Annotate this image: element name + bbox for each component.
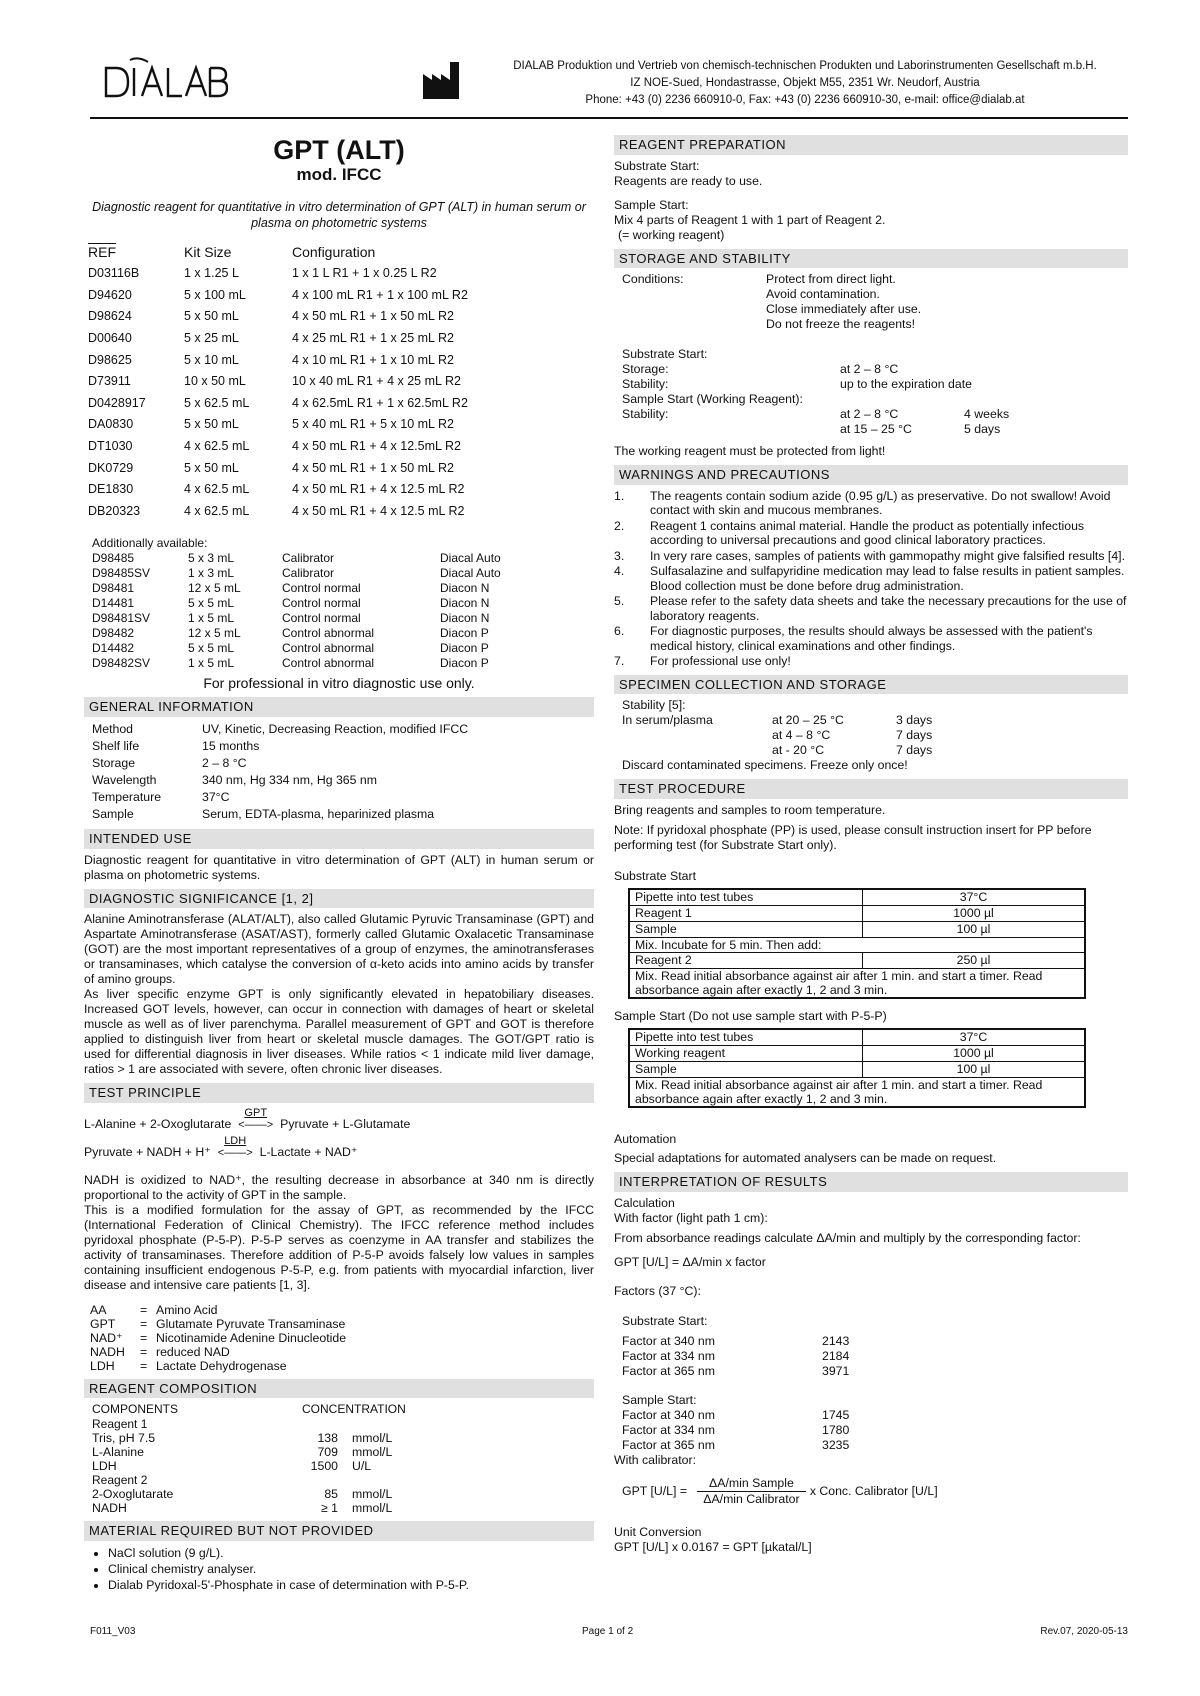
left-column [84,127,594,1593]
intended-text: Diagnostic reagent for quantitative in vitro determination of GPT (ALT) in human serum or plasma on photometric systems. [84,852,594,882]
abbrev-row [90,1331,346,1345]
warning-number: 3. [614,548,625,563]
abbrev-key: NADH [90,1344,125,1359]
warning-number: 5. [614,594,625,609]
general-info [84,721,594,823]
kit-cell: 5 x 62.5 mL [184,395,250,410]
manufacturer-icon [422,60,460,100]
abbrev-row [90,1317,346,1331]
additional-cell: Diacon P [440,625,489,640]
composition-block [92,1402,594,1515]
principle-heading: TEST PRINCIPLE [84,1083,594,1103]
kit-cell: DT1030 [88,439,133,454]
comp-col-concentration: CONCENTRATION [302,1402,406,1417]
kit-cell: DB20323 [88,503,141,518]
abbrev-value: Nicotinamide Adenine Dinucleotide [156,1330,347,1345]
general-row [92,789,594,806]
additional-cell: Diacal Auto [440,550,501,565]
additional-cell: Diacon N [440,595,490,610]
comp-unit: mmol/L [352,1501,393,1516]
additional-cell: Diacal Auto [440,565,501,580]
comp-name: Tris, pH 7.5 [92,1431,156,1446]
calibrator-formula: GPT [U/L] = $\frac{\text{ΔA/min Sample}}{\text{ΔA/min Calibrator}}$ x Conc. Calibrator [U/L] [622,1475,938,1506]
product-description: Diagnostic reagent for quantitative in vitro determination of GPT (ALT) in human serum or plasma on photometric systems [92,200,586,230]
general-row [92,755,594,772]
warning-text: In very rare cases, samples of patients with gammopathy might give falsified results [4]. [650,548,1126,563]
kit-cell: 4 x 10 mL R1 + 1 x 10 mL R2 [292,352,454,367]
abbrev-row [90,1359,346,1373]
significance-heading: DIAGNOSTIC SIGNIFICANCE [1, 2] [84,889,594,909]
general-row [92,738,594,755]
kit-cell: D94620 [88,287,132,302]
composition-heading: REAGENT COMPOSITION [84,1379,594,1399]
kit-cell: 4 x 62.5 mL [184,482,250,497]
prep-sp-text: Mix 4 parts of Reagent 1 with 1 part of Reagent 2. [614,212,886,227]
substrate-start-title: Substrate Start [614,868,697,883]
kit-row [84,328,472,350]
additional-cell: D98481 [92,580,135,595]
storage-heading: STORAGE AND STABILITY [614,249,1128,269]
warning-number: 2. [614,518,625,533]
kit-row [84,479,472,501]
warnings-heading: WARNINGS AND PRECAUTIONS [614,465,1128,485]
prep-ss-label: Substrate Start: [614,158,700,173]
general-heading: GENERAL INFORMATION [84,697,594,717]
additional-row [88,656,564,671]
abbrev-eq: = [140,1344,148,1359]
kit-cell: D0428917 [88,395,146,410]
kit-cell: 5 x 40 mL R1 + 5 x 10 mL R2 [292,417,454,432]
warning-text: For diagnostic purposes, the results should always be assessed with the patient's medical history, clinical examinations and other findings. [650,624,1093,653]
general-row [92,806,594,823]
kit-table [84,239,472,522]
page-title: GPT (ALT) [273,135,405,165]
additional-table [88,551,564,671]
principle-p1: NADH is oxidized to NAD⁺, the resulting decrease in absorbance at 340 nm is directly proportional to the activity of GPT in the sample. [84,1172,594,1202]
prep-sp-note: (= working reagent) [618,227,725,242]
right-column [614,127,1128,1555]
kit-cell: DE1830 [88,482,134,497]
abbrev-value: Lactate Dehydrogenase [156,1358,287,1373]
kit-cell: 4 x 25 mL R1 + 1 x 25 mL R2 [292,331,454,346]
footer-page: Page 1 of 2 [582,1626,634,1637]
kit-header-ref: REF [88,244,116,261]
general-value: 340 nm, Hg 334 nm, Hg 365 nm [202,772,377,787]
dialab-logo [102,56,228,100]
composition-row [92,1487,594,1501]
additional-row [88,581,564,596]
additional-cell: Diacon N [440,610,490,625]
kit-cell: 10 x 40 mL R1 + 4 x 25 mL R2 [292,374,461,389]
comp-value: 1500 [310,1459,338,1474]
kit-row [84,414,472,436]
calc-formula: GPT [U/L] = ΔA/min x factor [614,1254,766,1269]
automation-title: Automation [614,1131,677,1146]
kit-cell: D98625 [88,352,132,367]
significance-p2: As liver specific enzyme GPT is only significantly elevated in hepatobiliary diseases. Increased GOT levels, however, can occur in connection with damages of heart or skeletal muscle as well as of liver parenchyma. Parallel measurement of GPT and GOT is therefore applied to distinguish liver from heart or skeletal muscle damages. The GOT/GPT ratio is used for differential diagnosis in liver diseases. While ratios < 1 indicate mild liver damage, ratios > 1 are associated with severe, often chronic liver diseases. [84,987,594,1077]
general-row [92,772,594,789]
additional-cell: Diacon P [440,655,489,670]
general-value: 37°C [202,789,230,804]
warning-text: Sulfasalazine and sulfapyridine medication may lead to false results in patient samples. Blood collection must be done before drug administration. [650,564,1125,593]
general-key: Temperature [92,789,162,804]
unit-text: GPT [U/L] x 0.0167 = GPT [µkatal/L] [614,1539,812,1554]
storage-substrate: Substrate Start: Storage: at 2 – 8 °C Stability: up to the expiration date Sample Start (Working Reagent): Stability: at 2 – 8 °C 4 weeks at 15 – 25 °C 5 days [622,347,1010,437]
factors-label: Factors (37 °C): [614,1283,701,1298]
kit-row [84,371,472,393]
kit-cell: 4 x 50 mL R1 + 4 x 12.5mL R2 [292,439,461,454]
additional-cell: 12 x 5 mL [188,580,241,595]
additional-cell: 1 x 5 mL [188,655,235,670]
footer-doc-id: F011_V03 [90,1626,136,1637]
kit-cell: D73911 [88,374,131,389]
abbrev-eq: = [140,1330,148,1345]
kit-cell: DA0830 [88,417,134,432]
warning-text: The reagents contain sodium azide (0.95 g/L) as preservative. Do not swallow! Avoid contact with skin and mucous membranes. [650,488,1111,518]
warning-number: 1. [614,488,625,503]
kit-cell: 4 x 62.5 mL [184,503,250,518]
prep-sp-label: Sample Start: [614,197,689,212]
comp-unit: mmol/L [352,1431,393,1446]
additional-cell: D98485SV [92,565,151,580]
comp-unit: U/L [352,1459,372,1474]
kit-row [84,436,472,458]
prep-ss-text: Reagents are ready to use. [614,173,763,188]
procedure-p2: Note: If pyridoxal phosphate (PP) is used, please consult instruction insert for PP before performing test (for Substrate Start only). [614,822,1092,852]
additional-cell: Control abnormal [282,640,375,655]
abbrev-eq: = [140,1316,148,1331]
abbrev-value: Amino Acid [156,1302,218,1317]
additional-cell: Diacon P [440,640,489,655]
material-item: • Clinical chemistry analyser. [108,1561,594,1577]
additional-cell: Control normal [282,595,361,610]
additional-cell: 12 x 5 mL [188,625,241,640]
comp-name: LDH [92,1459,117,1474]
procedure-p1: Bring reagents and samples to room temperature. [614,802,886,817]
general-key: Sample [92,806,134,821]
additional-cell: 5 x 3 mL [188,550,235,565]
company-contact: Phone: +43 (0) 2236 660910-0, Fax: +43 (0) 2236 660910-30, e-mail: office@dialab.at [585,94,1025,106]
additional-label: Additionally available: [92,536,208,551]
additional-cell: D98481SV [92,610,151,625]
abbrev-key: GPT [90,1316,116,1331]
additional-row [88,566,564,581]
additional-row [88,626,564,641]
storage-condition: Avoid contamination. [766,287,880,302]
additional-cell: D98485 [92,550,135,565]
warning-number: 7. [614,654,625,669]
warning-item [614,624,1128,653]
factors-substrate: Substrate Start: Factor at 340 nm 2143 Factor at 334 nm 2184 Factor at 365 nm 3971 [622,1313,850,1378]
kit-cell: 4 x 62.5mL R1 + 1 x 62.5mL R2 [292,395,468,410]
sample-start-table: Pipette into test tubes 37°C Working reagent 1000 µl Sample 100 µl Mix. Read initial absorbance against air after 1 min. and start a timer. Read absorbance again after exactly 1, 2 and 3 min. [628,1028,1086,1108]
general-value: 15 months [202,738,260,753]
additional-row [88,596,564,611]
specimen-heading: SPECIMEN COLLECTION AND STORAGE [614,675,1128,695]
warnings-list [614,489,1128,669]
additional-cell: 5 x 5 mL [188,640,235,655]
additional-cell: Calibrator [282,565,335,580]
kit-row [84,263,472,285]
general-key: Wavelength [92,772,157,787]
company-name: DIALAB Produktion und Vertrieb von chemisch-technischen Produkten und Laborinstrumenten Gesellschaft m.b.H. [513,60,1097,72]
warning-item [614,549,1128,564]
kit-cell: 4 x 50 mL R1 + 1 x 50 mL R2 [292,309,454,324]
general-key: Shelf life [92,738,140,753]
additional-cell: D98482 [92,625,135,640]
general-value: UV, Kinetic, Decreasing Reaction, modified IFCC [202,721,469,736]
procedure-heading: TEST PROCEDURE [614,779,1128,799]
kit-cell: D98624 [88,309,132,324]
reagent1-label: Reagent 1 [92,1416,148,1431]
page-subtitle: mod. IFCC [296,165,382,184]
material-item: • Dialab Pyridoxal-5'-Phosphate in case of determination with P-5-P. [108,1577,594,1593]
additional-row [88,641,564,656]
comp-value: 709 [317,1445,338,1460]
additional-cell: Control abnormal [282,655,375,670]
abbrev-table [90,1303,346,1373]
abbrev-eq: = [140,1302,148,1317]
material-item: • NaCl solution (9 g/L). [108,1545,594,1561]
abbrev-eq: = [140,1358,148,1373]
additional-cell: Control normal [282,580,361,595]
reaction-2: Pyruvate + NADH + H⁺ LDH <——> L-Lactate + NAD⁺ [84,1134,358,1159]
comp-value: 138 [317,1431,338,1446]
additional-cell: Calibrator [282,550,335,565]
material-heading: MATERIAL REQUIRED BUT NOT PROVIDED [84,1521,594,1541]
general-key: Method [92,721,134,736]
warning-item [614,489,1128,518]
abbrev-value: Glutamate Pyruvate Transaminase [156,1316,346,1331]
kit-cell: 5 x 50 mL [184,417,239,432]
kit-row [84,501,472,523]
kit-row [84,457,472,479]
additional-cell: Diacon N [440,580,490,595]
kit-cell: 5 x 50 mL [184,460,239,475]
kit-row [84,393,472,415]
kit-row [84,349,472,371]
factors-sample: Sample Start: Factor at 340 nm 1745 Factor at 334 nm 1780 Factor at 365 nm 3235 [622,1392,850,1452]
kit-cell: D00640 [88,331,132,346]
comp-col-components: COMPONENTS [92,1402,179,1417]
with-factor: With factor (light path 1 cm): [614,1210,768,1225]
additional-cell: D14481 [92,595,135,610]
warning-item [614,654,1128,669]
composition-row [92,1501,594,1515]
additional-row [88,551,564,566]
warning-text: For professional use only! [650,654,791,669]
interpretation-heading: INTERPRETATION OF RESULTS [614,1172,1128,1192]
kit-cell: 5 x 10 mL [184,352,239,367]
abbrev-key: AA [90,1302,107,1317]
general-value: 2 – 8 °C [202,755,247,770]
prep-heading: REAGENT PREPARATION [614,135,1128,155]
substrate-start-table: Pipette into test tubes 37°C Reagent 1 1000 µl Sample 100 µl Mix. Incubate for 5 min. Then add: Reagent 2 250 µl Mix. Read initial absorbance against air after 1 min. and start a timer. Read absorbance again after exactly 1, 2 and 3 min. [628,888,1086,999]
additional-cell: 5 x 5 mL [188,595,235,610]
kit-cell: DK0729 [88,460,134,475]
additional-cell: 1 x 5 mL [188,610,235,625]
comp-name: NADH [92,1501,127,1516]
kit-cell: 5 x 25 mL [184,331,239,346]
intended-heading: INTENDED USE [84,829,594,849]
kit-cell: 4 x 50 mL R1 + 4 x 12.5 mL R2 [292,503,465,518]
storage-condition: Protect from direct light. [766,272,896,287]
kit-cell: 1 x 1 L R1 + 1 x 0.25 L R2 [292,266,437,281]
comp-name: 2-Oxoglutarate [92,1487,174,1502]
reagent2-label: Reagent 2 [92,1473,148,1488]
unit-title: Unit Conversion [614,1524,702,1539]
kit-cell: 5 x 50 mL [184,309,239,324]
warning-item [614,564,1128,593]
kit-cell: D03116B [88,266,140,281]
comp-unit: mmol/L [352,1487,393,1502]
sample-start-title: Sample Start (Do not use sample start with P-5-P) [614,1008,887,1023]
specimen-block: Stability [5]: In serum/plasma at 20 – 25 °C 3 days at 4 – 8 °C 7 days at - 20 °C 7 days Discard contaminated specimens. Freeze only once! [622,698,933,773]
kit-header-config: Configuration [292,244,376,261]
kit-row [84,285,472,307]
storage-condition: Close immediately after use. [766,302,922,317]
company-header [470,58,1140,109]
storage-conditions: Conditions: Protect from direct light. Avoid contamination. Close immediately after use. Do not freeze the reagents! [622,272,922,332]
kit-row [84,306,472,328]
storage-note: The working reagent must be protected from light! [614,444,886,459]
header-divider [90,117,1128,119]
kit-cell: 4 x 50 mL R1 + 4 x 12.5 mL R2 [292,482,465,497]
composition-row [92,1431,594,1445]
automation-text: Special adaptations for automated analysers can be made on request. [614,1150,997,1165]
abbrev-row [90,1345,346,1359]
additional-cell: D14482 [92,640,135,655]
general-key: Storage [92,755,136,770]
additional-cell: D98482SV [92,655,151,670]
warning-text: Reagent 1 contains animal material. Handle the product as potentially infectious according to universal precautions and good clinical laboratory practices. [650,518,1085,548]
abbrev-value: reduced NAD [156,1344,230,1359]
additional-cell: 1 x 3 mL [188,565,235,580]
comp-value: ≥ 1 [320,1501,338,1516]
warning-number: 4. [614,564,625,579]
additional-cell: Control normal [282,610,361,625]
reaction-1: L-Alanine + 2-Oxoglutarate GPT <——> Pyruvate + L-Glutamate [84,1106,411,1131]
composition-row [92,1445,594,1459]
warning-item [614,594,1128,623]
warning-number: 6. [614,624,625,639]
additional-row [88,611,564,626]
kit-cell: 4 x 100 mL R1 + 1 x 100 mL R2 [292,287,468,302]
kit-header-size: Kit Size [184,244,232,261]
storage-condition: Do not freeze the reagents! [766,317,916,332]
composition-row [92,1459,594,1473]
footer-revision: Rev.07, 2020-05-13 [1040,1626,1128,1637]
kit-cell: 5 x 100 mL [184,287,246,302]
warning-item [614,519,1128,548]
kit-cell: 4 x 50 mL R1 + 1 x 50 mL R2 [292,460,454,475]
calc-desc: From absorbance readings calculate ΔA/min and multiply by the corresponding factor: [614,1230,1081,1245]
calc-label: Calculation [614,1195,675,1210]
abbrev-key: NAD⁺ [90,1330,123,1345]
additional-cell: Control abnormal [282,625,375,640]
material-list [84,1545,594,1593]
kit-cell: 4 x 62.5 mL [184,439,250,454]
kit-cell: 10 x 50 mL [184,374,246,389]
comp-value: 85 [324,1487,338,1502]
comp-name: L-Alanine [92,1445,144,1460]
principle-p2: This is a modified formulation for the assay of GPT, as recommended by the IFCC (International Federation of Clinical Chemistry). The IFCC reference method includes pyridoxal phosphate (P-5-P). P-5-P serves as coenzyme in AA transfer and stabilizes the activity of transaminases. Therefore addition of P-5-P avoids falsely low values in samples containing insufficient endogenous P-5-P, e.g. from patients with myocardial infarction, liver disease and intensive care patients [1, 3]. [84,1202,594,1292]
significance-p1: Alanine Aminotransferase (ALAT/ALT), also called Glutamic Pyruvic Transaminase (GPT) and Aspartate Aminotransferase (ASAT/AST), formerly called Glutamic Oxalacetic Transaminase (GOT) are the most important representatives of a group of enzymes, the aminotransferases or transaminases, which catalyse the conversion of α-keto acids into amino acids by transfer of amino groups. [84,912,594,987]
comp-unit: mmol/L [352,1445,393,1460]
kit-cell: 1 x 1.25 L [184,266,239,281]
abbrev-key: LDH [90,1358,115,1373]
general-value: Serum, EDTA-plasma, heparinized plasma [202,806,435,821]
company-address: IZ NOE-Sued, Hondastrasse, Objekt M55, 2351 Wr. Neudorf, Austria [630,77,980,89]
general-row [92,721,594,738]
with-calibrator: With calibrator: [614,1452,697,1467]
professional-note: For professional in vitro diagnostic use only. [203,674,475,691]
warning-text: Please refer to the safety data sheets and take the necessary precautions for the use of laboratory reagents. [650,594,1127,623]
abbrev-row [90,1303,346,1317]
